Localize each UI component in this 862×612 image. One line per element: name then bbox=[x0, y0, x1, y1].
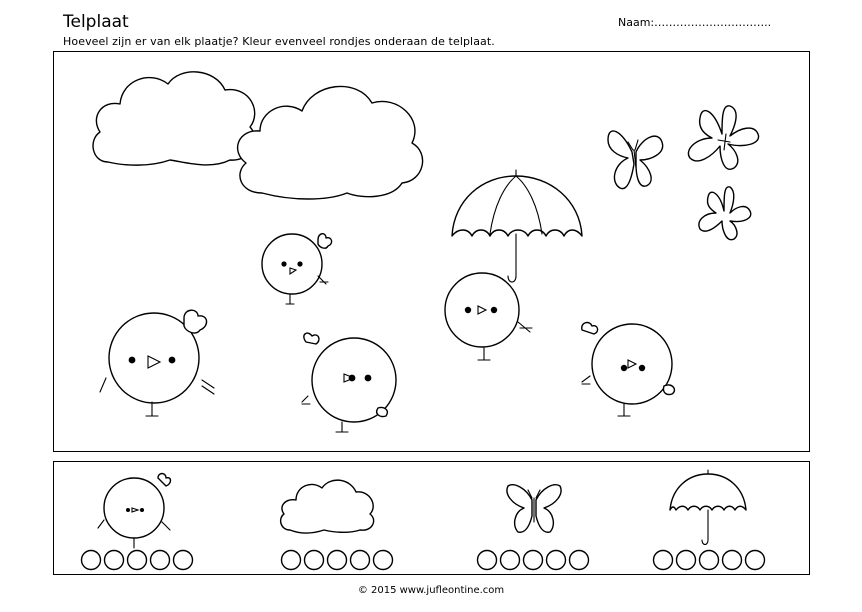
tally-circle[interactable] bbox=[478, 551, 497, 570]
tally-circle[interactable] bbox=[723, 551, 742, 570]
butterfly-icon bbox=[606, 124, 666, 190]
tally-circle[interactable] bbox=[654, 551, 673, 570]
tally-circle[interactable] bbox=[746, 551, 765, 570]
copyright-footer: © 2015 www.jufleontine.com bbox=[357, 585, 505, 596]
tally-circle[interactable] bbox=[82, 551, 101, 570]
name-field-label: Naam:………………………….. bbox=[618, 16, 772, 29]
chick-icon bbox=[578, 320, 686, 420]
tally-circle[interactable] bbox=[174, 551, 193, 570]
chick-icon bbox=[98, 308, 218, 420]
tally-circle[interactable] bbox=[282, 551, 301, 570]
tally-circle[interactable] bbox=[501, 551, 520, 570]
count-scene-frame bbox=[53, 51, 810, 452]
tally-circle[interactable] bbox=[351, 551, 370, 570]
tally-cloud-picture bbox=[278, 476, 378, 534]
chick-icon bbox=[438, 270, 540, 364]
butterfly-icon bbox=[694, 185, 756, 245]
tally-umbrella-picture bbox=[668, 470, 748, 552]
cloud-icon bbox=[232, 81, 427, 201]
tally-circle[interactable] bbox=[570, 551, 589, 570]
tally-circle[interactable] bbox=[700, 551, 719, 570]
tally-circles-umbrella bbox=[652, 549, 770, 571]
tally-circle[interactable] bbox=[677, 551, 696, 570]
page-title: Telplaat bbox=[63, 12, 129, 32]
tally-chick-picture bbox=[96, 472, 176, 550]
chick-icon bbox=[298, 330, 408, 434]
tally-circle[interactable] bbox=[305, 551, 324, 570]
tally-circles-butterfly bbox=[476, 549, 594, 571]
tally-circles-cloud bbox=[280, 549, 398, 571]
tally-frame bbox=[53, 461, 810, 575]
tally-circle[interactable] bbox=[151, 551, 170, 570]
tally-circle[interactable] bbox=[547, 551, 566, 570]
instruction-text: Hoeveel zijn er van elk plaatje? Kleur evenveel rondjes onderaan de telplaat. bbox=[63, 35, 495, 48]
tally-circle[interactable] bbox=[105, 551, 124, 570]
butterfly-icon bbox=[684, 104, 764, 176]
tally-circle[interactable] bbox=[524, 551, 543, 570]
tally-circle[interactable] bbox=[128, 551, 147, 570]
tally-circles-chick bbox=[80, 549, 198, 571]
chick-icon bbox=[260, 230, 334, 306]
tally-circle[interactable] bbox=[328, 551, 347, 570]
tally-butterfly-picture bbox=[504, 482, 564, 538]
tally-circle[interactable] bbox=[374, 551, 393, 570]
